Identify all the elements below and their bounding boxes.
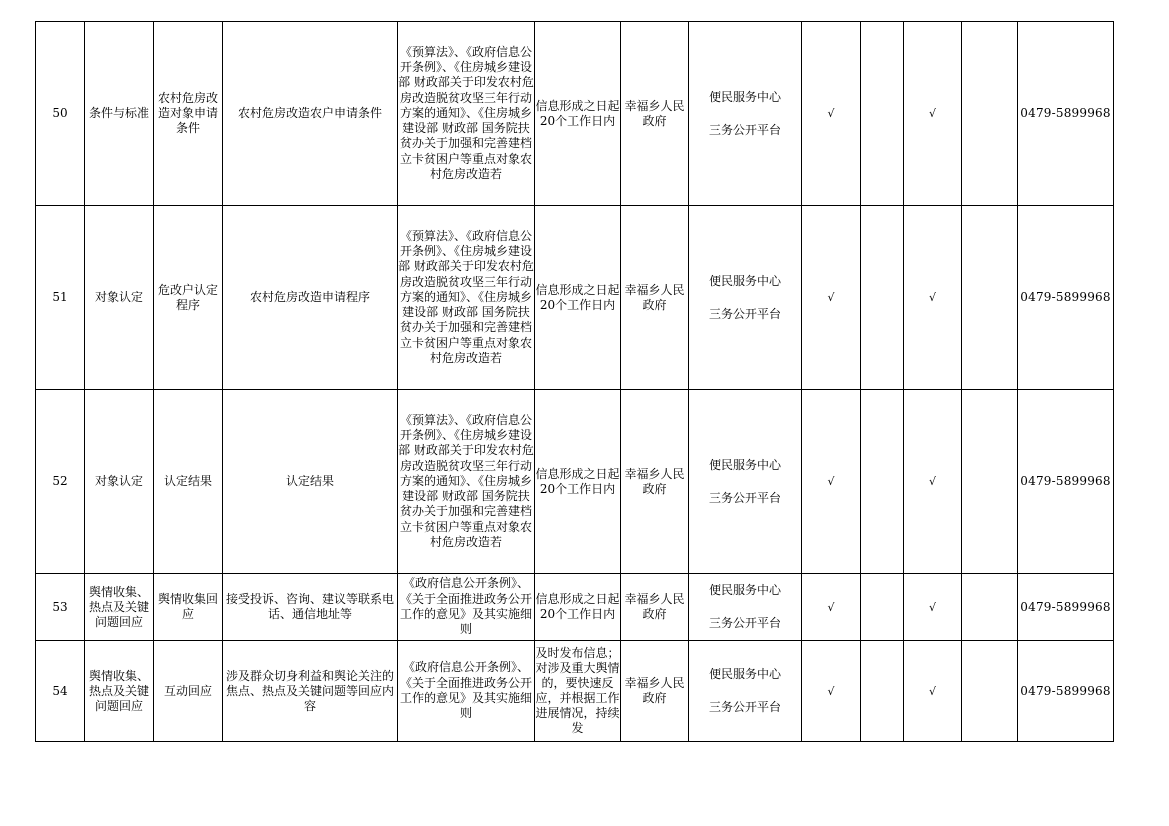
deadline-cell: 信息形成之日起20个工作日内 bbox=[535, 206, 621, 390]
item-cell: 危改户认定程序 bbox=[154, 206, 223, 390]
channel-service-center: 便民服务中心 bbox=[708, 457, 781, 472]
item-cell: 认定结果 bbox=[154, 390, 223, 574]
check-cell-1: √ bbox=[802, 206, 861, 390]
channel-cell bbox=[689, 206, 802, 390]
deadline-cell: 信息形成之日起20个工作日内 bbox=[535, 390, 621, 574]
item-cell: 互动回应 bbox=[154, 641, 223, 742]
item-cell: 舆情收集回应 bbox=[154, 574, 223, 641]
row-number: 50 bbox=[36, 22, 85, 206]
channel-cell bbox=[689, 390, 802, 574]
check-cell-3: √ bbox=[904, 641, 962, 742]
subject-cell: 幸福乡人民政府 bbox=[621, 574, 689, 641]
subject-cell: 幸福乡人民政府 bbox=[621, 206, 689, 390]
basis-cell: 《预算法》、《政府信息公开条例》、《住房城乡建设部 财政部关于印发农村危房改造脱贫攻坚三年行动方案的通知》、《住房城乡建设部 财政部 国务院扶贫办关于加强和完善建档立卡贫困户等重点对象农村危房改造若 bbox=[398, 390, 535, 574]
check-cell-2 bbox=[861, 641, 904, 742]
channel-platform: 三务公开平台 bbox=[708, 306, 781, 321]
channel-cell bbox=[689, 641, 802, 742]
row-number: 51 bbox=[36, 206, 85, 390]
table-row bbox=[36, 574, 1114, 641]
channel-cell bbox=[689, 22, 802, 206]
basis-cell: 《预算法》、《政府信息公开条例》、《住房城乡建设部 财政部关于印发农村危房改造脱贫攻坚三年行动方案的通知》、《住房城乡建设部 财政部 国务院扶贫办关于加强和完善建档立卡贫困户等重点对象农村危房改造若 bbox=[398, 22, 535, 206]
check-cell-1: √ bbox=[802, 574, 861, 641]
check-cell-4 bbox=[962, 641, 1018, 742]
check-cell-1: √ bbox=[802, 22, 861, 206]
channel-cell bbox=[689, 574, 802, 641]
check-cell-3: √ bbox=[904, 574, 962, 641]
subject-cell: 幸福乡人民政府 bbox=[621, 390, 689, 574]
phone-cell: 0479-5899968 bbox=[1018, 22, 1114, 206]
check-cell-3: √ bbox=[904, 390, 962, 574]
channel-platform: 三务公开平台 bbox=[708, 122, 781, 137]
subject-cell: 幸福乡人民政府 bbox=[621, 641, 689, 742]
item-cell: 农村危房改造对象申请条件 bbox=[154, 22, 223, 206]
phone-cell: 0479-5899968 bbox=[1018, 206, 1114, 390]
content-cell: 接受投诉、咨询、建议等联系电话、通信地址等 bbox=[223, 574, 398, 641]
channel-platform: 三务公开平台 bbox=[708, 616, 781, 630]
category-cell: 对象认定 bbox=[85, 390, 154, 574]
check-cell-4 bbox=[962, 574, 1018, 641]
deadline-cell: 信息形成之日起20个工作日内 bbox=[535, 574, 621, 641]
check-cell-2 bbox=[861, 390, 904, 574]
phone-cell: 0479-5899968 bbox=[1018, 574, 1114, 641]
check-cell-3: √ bbox=[904, 22, 962, 206]
basis-cell: 《政府信息公开条例》、《关于全面推进政务公开工作的意见》及其实施细则 bbox=[398, 574, 535, 641]
table-row bbox=[36, 641, 1114, 742]
row-number: 54 bbox=[36, 641, 85, 742]
content-cell: 农村危房改造申请程序 bbox=[223, 206, 398, 390]
check-cell-1: √ bbox=[802, 390, 861, 574]
channel-service-center: 便民服务中心 bbox=[708, 583, 781, 597]
channel-service-center: 便民服务中心 bbox=[708, 273, 781, 288]
category-cell: 条件与标准 bbox=[85, 22, 154, 206]
deadline-cell: 及时发布信息；对涉及重大舆情的，要快速反应，并根据工作进展情况，持续发 bbox=[535, 641, 621, 742]
category-cell: 舆情收集、热点及关键问题回应 bbox=[85, 641, 154, 742]
channel-platform: 三务公开平台 bbox=[708, 490, 781, 505]
table-row bbox=[36, 390, 1114, 574]
channel-service-center: 便民服务中心 bbox=[708, 89, 781, 104]
channel-service-center: 便民服务中心 bbox=[708, 667, 781, 681]
basis-cell: 《预算法》、《政府信息公开条例》、《住房城乡建设部 财政部关于印发农村危房改造脱贫攻坚三年行动方案的通知》、《住房城乡建设部 财政部 国务院扶贫办关于加强和完善建档立卡贫困户等重点对象农村危房改造若 bbox=[398, 206, 535, 390]
check-cell-2 bbox=[861, 22, 904, 206]
table-row bbox=[36, 206, 1114, 390]
table-row bbox=[36, 22, 1114, 206]
check-cell-4 bbox=[962, 22, 1018, 206]
category-cell: 对象认定 bbox=[85, 206, 154, 390]
check-cell-1: √ bbox=[802, 641, 861, 742]
row-number: 53 bbox=[36, 574, 85, 641]
row-number: 52 bbox=[36, 390, 85, 574]
phone-cell: 0479-5899968 bbox=[1018, 641, 1114, 742]
check-cell-2 bbox=[861, 206, 904, 390]
check-cell-3: √ bbox=[904, 206, 962, 390]
deadline-cell: 信息形成之日起20个工作日内 bbox=[535, 22, 621, 206]
channel-platform: 三务公开平台 bbox=[708, 700, 781, 714]
content-cell: 农村危房改造农户申请条件 bbox=[223, 22, 398, 206]
check-cell-4 bbox=[962, 390, 1018, 574]
content-cell: 认定结果 bbox=[223, 390, 398, 574]
subject-cell: 幸福乡人民政府 bbox=[621, 22, 689, 206]
basis-cell: 《政府信息公开条例》、《关于全面推进政务公开工作的意见》及其实施细则 bbox=[398, 641, 535, 742]
disclosure-table bbox=[35, 21, 1114, 742]
category-cell: 舆情收集、热点及关键问题回应 bbox=[85, 574, 154, 641]
content-cell: 涉及群众切身利益和舆论关注的焦点、热点及关键问题等回应内容 bbox=[223, 641, 398, 742]
check-cell-4 bbox=[962, 206, 1018, 390]
phone-cell: 0479-5899968 bbox=[1018, 390, 1114, 574]
check-cell-2 bbox=[861, 574, 904, 641]
